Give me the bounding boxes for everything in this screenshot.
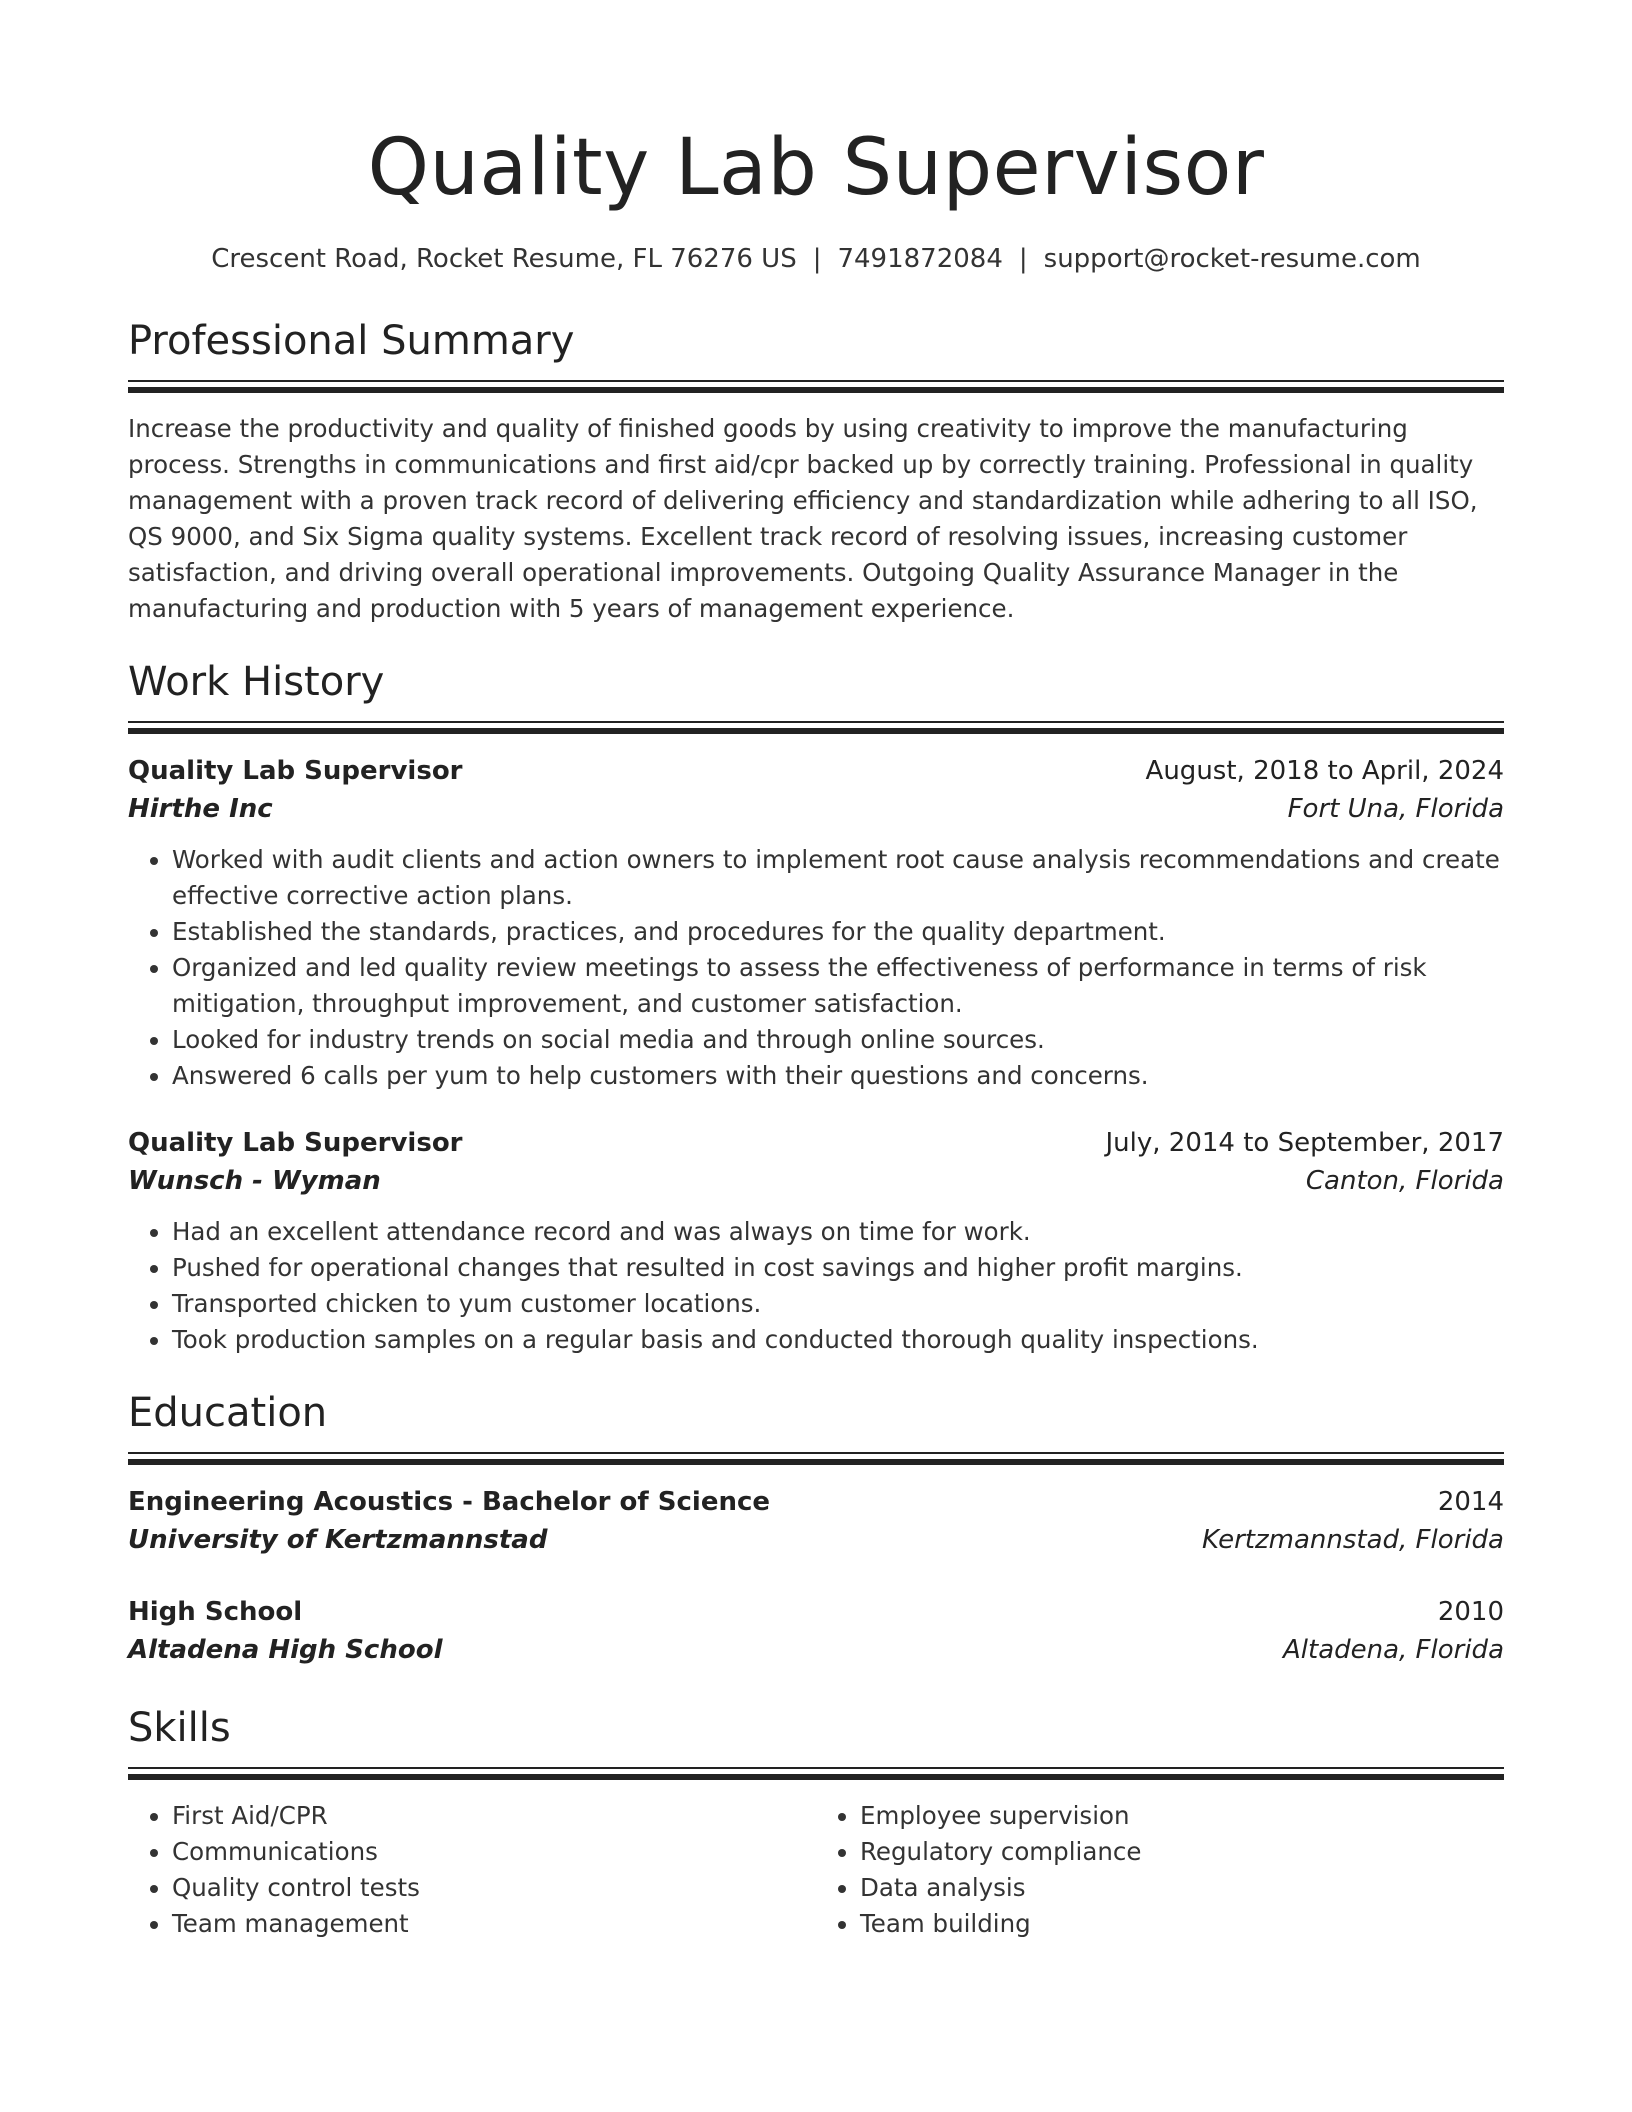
candidate-name: Quality Lab Supervisor <box>367 123 1265 213</box>
grad-year: 2010 <box>1437 1597 1504 1627</box>
section-title: Professional Summary <box>128 318 575 364</box>
contact-line <box>128 242 1504 276</box>
education-entry <box>128 1483 1504 1559</box>
list-item: • Looked for industry trends on social media and through online sources. <box>172 1022 1504 1058</box>
job-dates: July, 2014 to September, 2017 <box>1105 1128 1504 1158</box>
job-location: Fort Una, Florida <box>1287 794 1504 824</box>
skill-item: • Regulatory compliance <box>860 1834 1504 1870</box>
summary-text: Increase the productivity and quality of finished goods by using creativity to improve the manufacturing process. Strengths in communications and first aid/cpr backed up by correctly training. Professional in quality management with a proven track record of delivering efficiency and standardization while adhering to all ISO, QS 9000, and Six Sigma quality systems. Excellent track record of resolving issues, increasing customer satisfaction, and driving overall operational improvements. Outgoing Quality Assurance Manager in the manufacturing and production with 5 years of management experience. <box>128 414 1478 623</box>
job-bullets <box>128 1214 1504 1358</box>
skills-section <box>128 1703 1504 1942</box>
list-item: • Had an excellent attendance record and was always on time for work. <box>172 1214 1504 1250</box>
company-name: Wunsch - Wyman <box>128 1166 381 1196</box>
summary-section <box>128 316 1504 627</box>
job-location: Canton, Florida <box>1305 1166 1504 1196</box>
job-entry <box>128 752 1504 1094</box>
job-title: Quality Lab Supervisor <box>128 1128 463 1158</box>
separator: | <box>812 244 822 274</box>
section-title: Education <box>128 1390 328 1436</box>
skill-item: • First Aid/CPR <box>172 1798 816 1834</box>
job-bullets <box>128 842 1504 1094</box>
school-name: Altadena High School <box>128 1635 443 1665</box>
skills-list-right <box>816 1798 1504 1942</box>
skill-item: • Team management <box>172 1906 816 1942</box>
skill-item: • Communications <box>172 1834 816 1870</box>
skill-item: • Team building <box>860 1906 1504 1942</box>
skills-grid <box>128 1798 1504 1942</box>
list-item: • Answered 6 calls per yum to help customers with their questions and concerns. <box>172 1058 1504 1094</box>
skill-item: • Quality control tests <box>172 1870 816 1906</box>
section-rule <box>128 1767 1504 1780</box>
education-entry <box>128 1593 1504 1669</box>
school-location: Kertzmannstad, Florida <box>1201 1525 1504 1555</box>
skill-item: • Data analysis <box>860 1870 1504 1906</box>
list-item: • Transported chicken to yum customer locations. <box>172 1286 1504 1322</box>
degree: High School <box>128 1597 303 1627</box>
list-item: • Worked with audit clients and action owners to implement root cause analysis recommendations and create effective corrective action plans. <box>172 842 1504 914</box>
job-entry <box>128 1124 1504 1358</box>
list-item: • Established the standards, practices, and procedures for the quality department. <box>172 914 1504 950</box>
job-dates: August, 2018 to April, 2024 <box>1145 756 1504 786</box>
list-item: • Pushed for operational changes that resulted in cost savings and higher profit margins. <box>172 1250 1504 1286</box>
section-rule <box>128 380 1504 393</box>
education-section <box>128 1388 1504 1669</box>
school-location: Altadena, Florida <box>1282 1635 1504 1665</box>
company-name: Hirthe Inc <box>128 794 273 824</box>
section-title: Work History <box>128 659 385 705</box>
section-rule <box>128 721 1504 734</box>
grad-year: 2014 <box>1437 1487 1504 1517</box>
address: Crescent Road, Rocket Resume, FL 76276 US <box>211 244 797 274</box>
skills-list-left <box>128 1798 816 1942</box>
separator: | <box>1018 244 1028 274</box>
list-item: • Organized and led quality review meetings to assess the effectiveness of performance in terms of risk mitigation, throughput improvement, and customer satisfaction. <box>172 950 1504 1022</box>
section-title: Skills <box>128 1705 231 1751</box>
school-name: University of Kertzmannstad <box>128 1525 548 1555</box>
degree: Engineering Acoustics - Bachelor of Science <box>128 1487 771 1517</box>
phone: 7491872084 <box>837 244 1003 274</box>
work-section <box>128 657 1504 1358</box>
list-item: • Took production samples on a regular basis and conducted thorough quality inspections. <box>172 1322 1504 1358</box>
job-title: Quality Lab Supervisor <box>128 756 463 786</box>
email: support@rocket-resume.com <box>1043 244 1421 274</box>
skill-item: • Employee supervision <box>860 1798 1504 1834</box>
section-rule <box>128 1452 1504 1465</box>
